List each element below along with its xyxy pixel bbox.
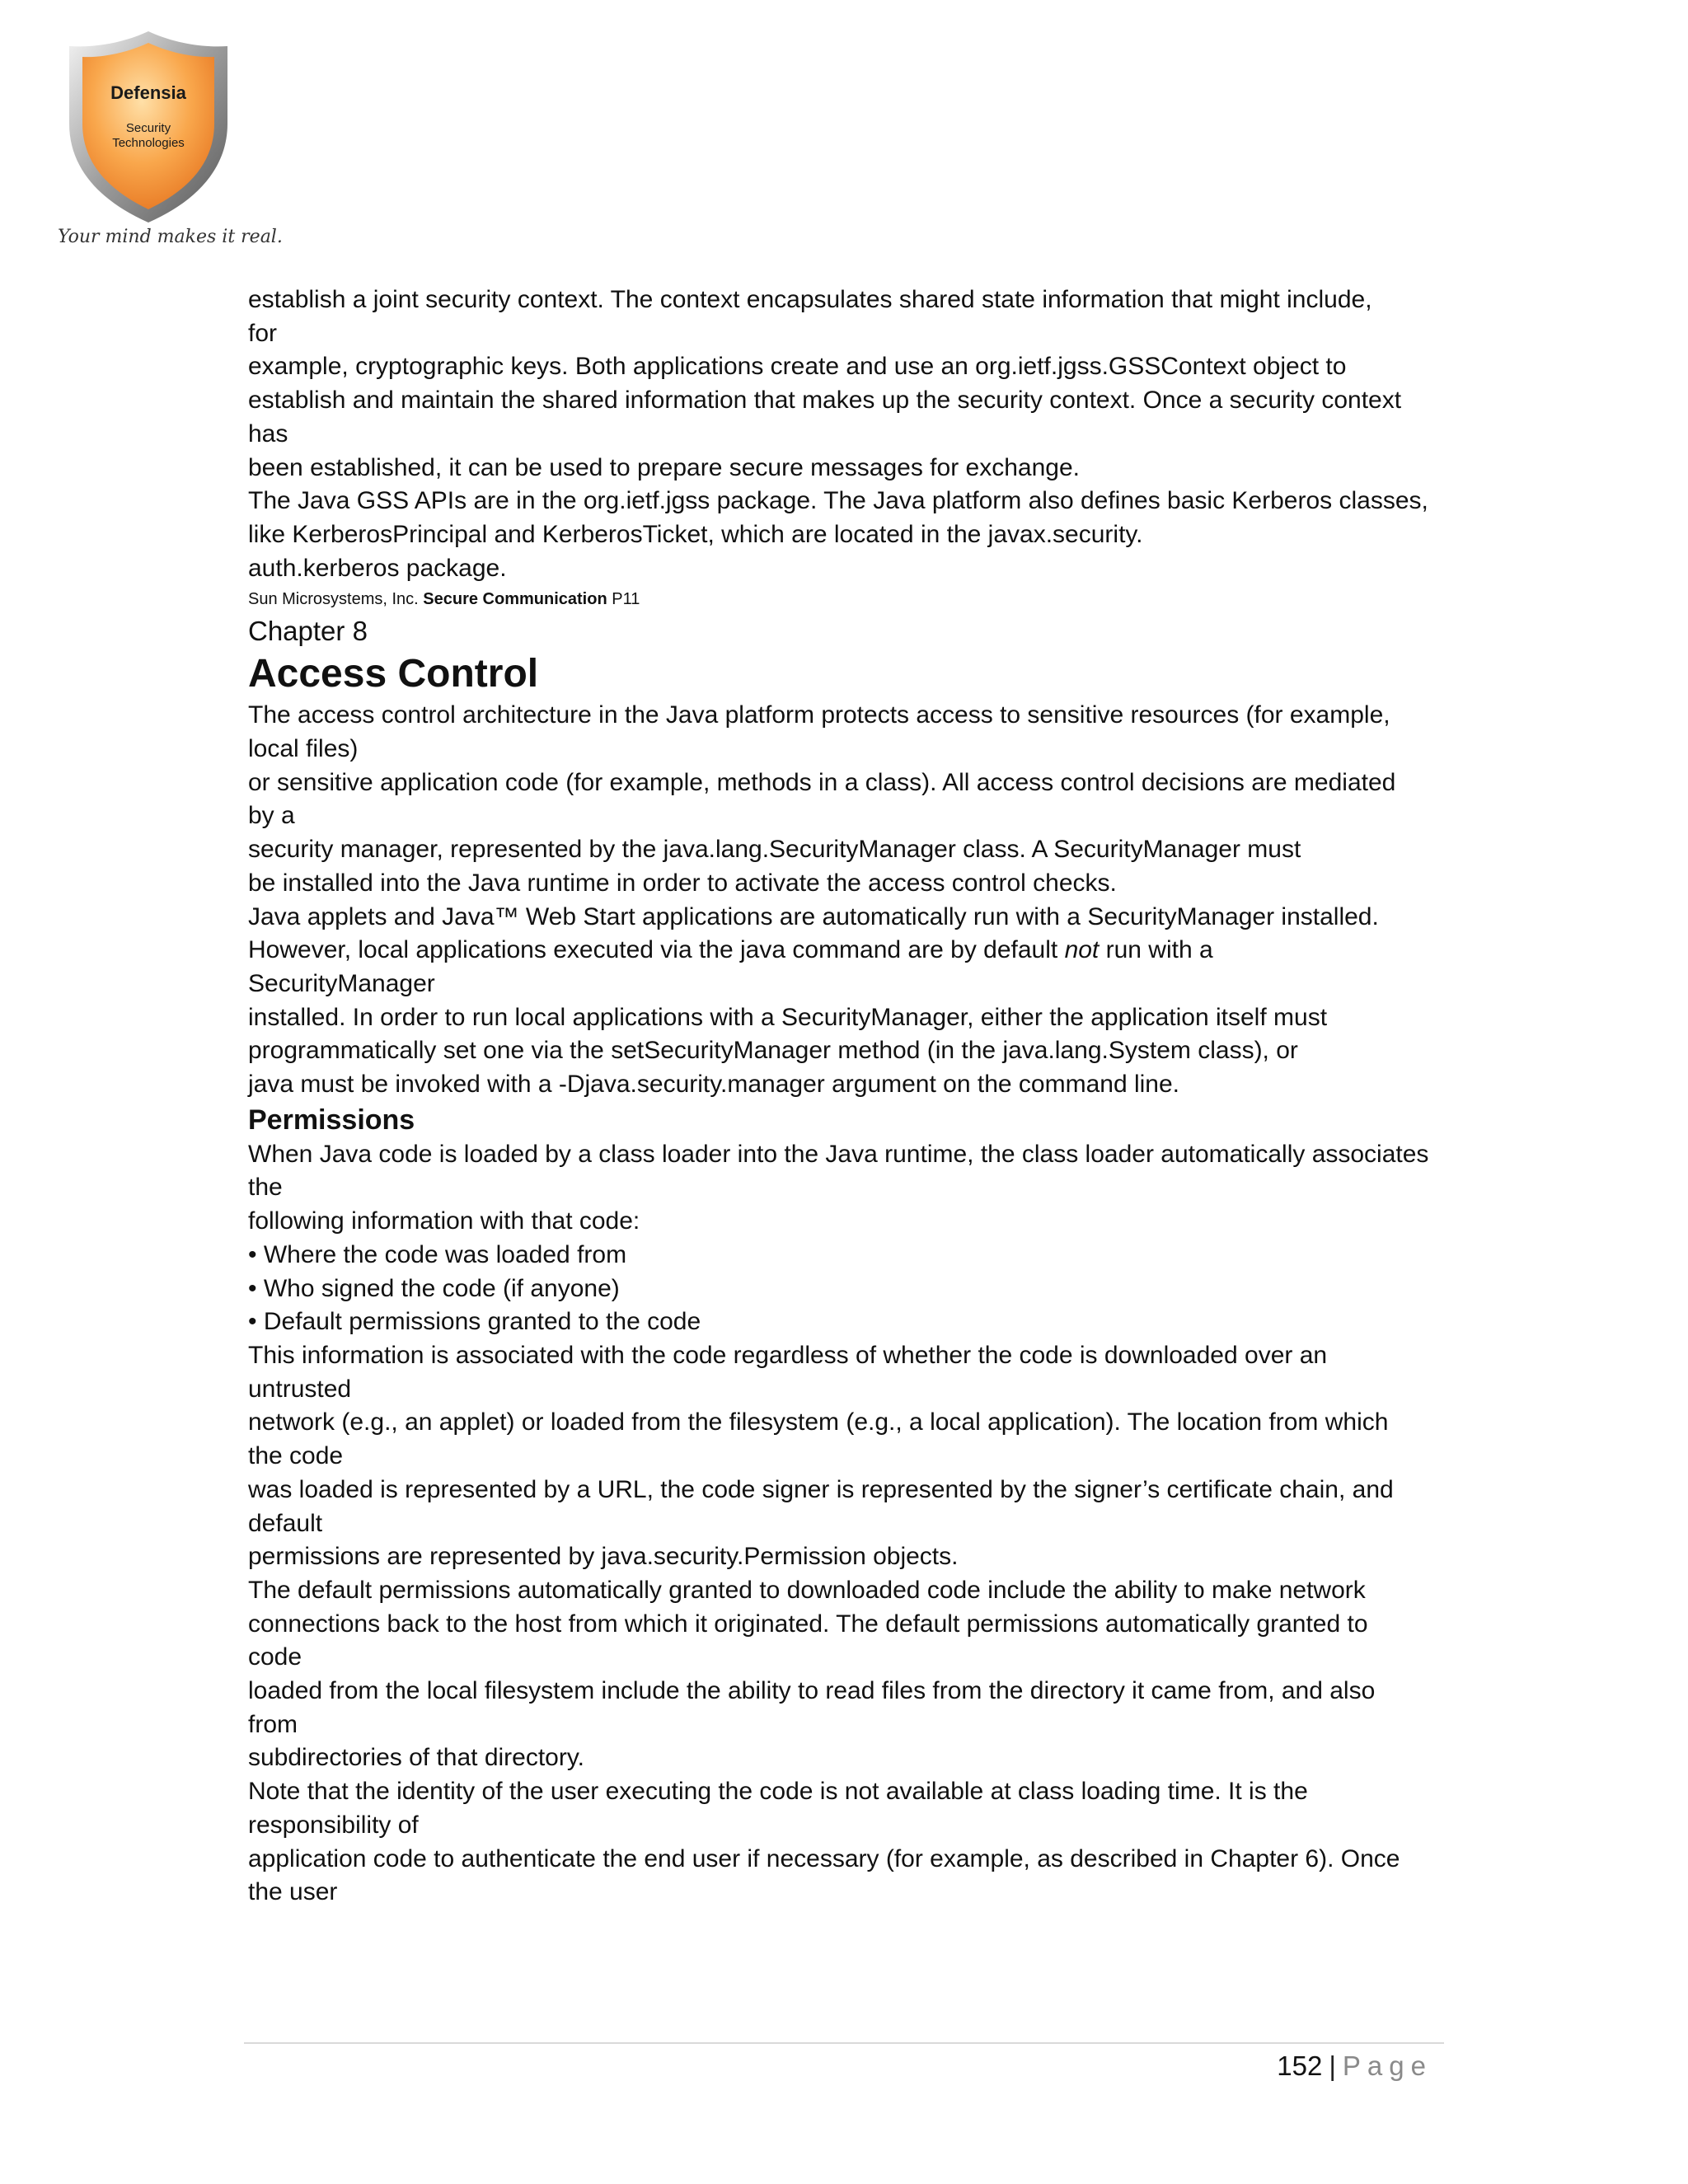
text-line: the	[248, 1174, 283, 1202]
text-line: connections back to the host from which it originated. The default permissions automatically granted to	[248, 1610, 1368, 1638]
page-body	[248, 284, 1451, 1910]
bullet-item: • Default permissions granted to the code	[248, 1308, 701, 1336]
text-line: following information with that code:	[248, 1207, 640, 1235]
text-line: The default permissions automatically granted to downloaded code include the ability to make network	[248, 1576, 1366, 1604]
text-line: java must be invoked with a -Djava.security.manager argument on the command line.	[248, 1071, 1179, 1099]
text-line: auth.kerberos package.	[248, 554, 507, 582]
text-line: responsibility of	[248, 1811, 419, 1839]
text-line: or sensitive application code (for example, methods in a class). All access control decisions are mediated	[248, 768, 1396, 796]
text-line: untrusted	[248, 1375, 352, 1403]
text-line: example, cryptographic keys. Both applications create and use an org.ietf.jgss.GSSContext object to	[248, 353, 1347, 381]
text-line: The access control architecture in the Java platform protects access to sensitive resources (for example,	[248, 701, 1390, 729]
page-title: Access Control	[248, 652, 539, 696]
shield-logo-icon	[58, 25, 239, 227]
bullet-item: • Who signed the code (if anyone)	[248, 1274, 620, 1302]
chapter-label: Chapter 8	[248, 616, 368, 647]
text-line: programmatically set one via the setSecurityManager method (in the java.lang.System class), or	[248, 1037, 1298, 1065]
text-line: security manager, represented by the java.lang.SecurityManager class. A SecurityManager must	[248, 836, 1301, 864]
text-line: by a	[248, 802, 295, 830]
footer-separator: |	[1329, 2050, 1336, 2081]
text-line: been established, it can be used to prepare secure messages for exchange.	[248, 453, 1080, 481]
text-line: was loaded is represented by a URL, the code signer is represented by the signer’s certificate chain, and	[248, 1475, 1394, 1503]
text-line: Note that the identity of the user executing the code is not available at class loading time. It is the	[248, 1778, 1308, 1806]
text-line: subdirectories of that directory.	[248, 1744, 584, 1772]
company-logo	[58, 25, 283, 255]
page-label: Page	[1342, 2050, 1432, 2081]
text-line: be installed into the Java runtime in order to activate the access control checks.	[248, 869, 1117, 897]
text-line: establish a joint security context. The context encapsulates shared state information that might include,	[248, 286, 1372, 313]
text-line: local files)	[248, 735, 359, 763]
text-line: installed. In order to run local applications with a SecurityManager, either the application itself must	[248, 1003, 1328, 1031]
text-line: Java applets and Java™ Web Start applications are automatically run with a SecurityManager installed.	[248, 902, 1379, 930]
text-line: When Java code is loaded by a class loader into the Java runtime, the class loader automatically associates	[248, 1140, 1429, 1168]
text-line: The Java GSS APIs are in the org.ietf.jgss package. The Java platform also defines basic Kerberos classes,	[248, 487, 1428, 515]
paragraph-access-control	[248, 699, 1451, 1101]
text-line: the code	[248, 1442, 344, 1470]
text-line: code	[248, 1643, 302, 1671]
text-line: default	[248, 1509, 323, 1537]
logo-brand: Defensia	[110, 82, 186, 103]
bullet-item: • Where the code was loaded from	[248, 1240, 627, 1268]
paragraph-permissions	[248, 1138, 1451, 1910]
text-line: application code to authenticate the end user if necessary (for example, as described in Chapter 6). Once	[248, 1844, 1400, 1872]
page-number: 152	[1277, 2050, 1323, 2081]
source-note: Sun Microsystems, Inc. Secure Communication P11	[248, 590, 640, 609]
logo-tagline: Your mind makes it real.	[58, 227, 283, 247]
text-line: establish and maintain the shared information that makes up the security context. Once a security context	[248, 387, 1402, 415]
text-line: network (e.g., an applet) or loaded from the filesystem (e.g., a local application). The location from which	[248, 1408, 1389, 1436]
paragraph-intro	[248, 284, 1451, 585]
text-line: the user	[248, 1878, 338, 1906]
text-line: loaded from the local filesystem include the ability to read files from the directory it came from, and also	[248, 1677, 1376, 1705]
text-line: like KerberosPrincipal and KerberosTicket, which are located in the javax.security.	[248, 520, 1143, 548]
footer-divider	[244, 2042, 1444, 2044]
page-footer	[1277, 2046, 1432, 2087]
section-heading-permissions: Permissions	[248, 1104, 415, 1136]
text-line: permissions are represented by java.security.Permission objects.	[248, 1543, 959, 1571]
text-line: SecurityManager	[248, 969, 435, 997]
logo-line1: Security	[125, 121, 171, 135]
text-line: has	[248, 419, 288, 448]
text-line: However, local applications executed via the java command are by default not run with a	[248, 936, 1213, 964]
logo-line2: Technologies	[112, 136, 185, 150]
text-line: for	[248, 319, 278, 347]
text-line: This information is associated with the code regardless of whether the code is downloaded over an	[248, 1341, 1328, 1369]
text-line: from	[248, 1710, 298, 1738]
